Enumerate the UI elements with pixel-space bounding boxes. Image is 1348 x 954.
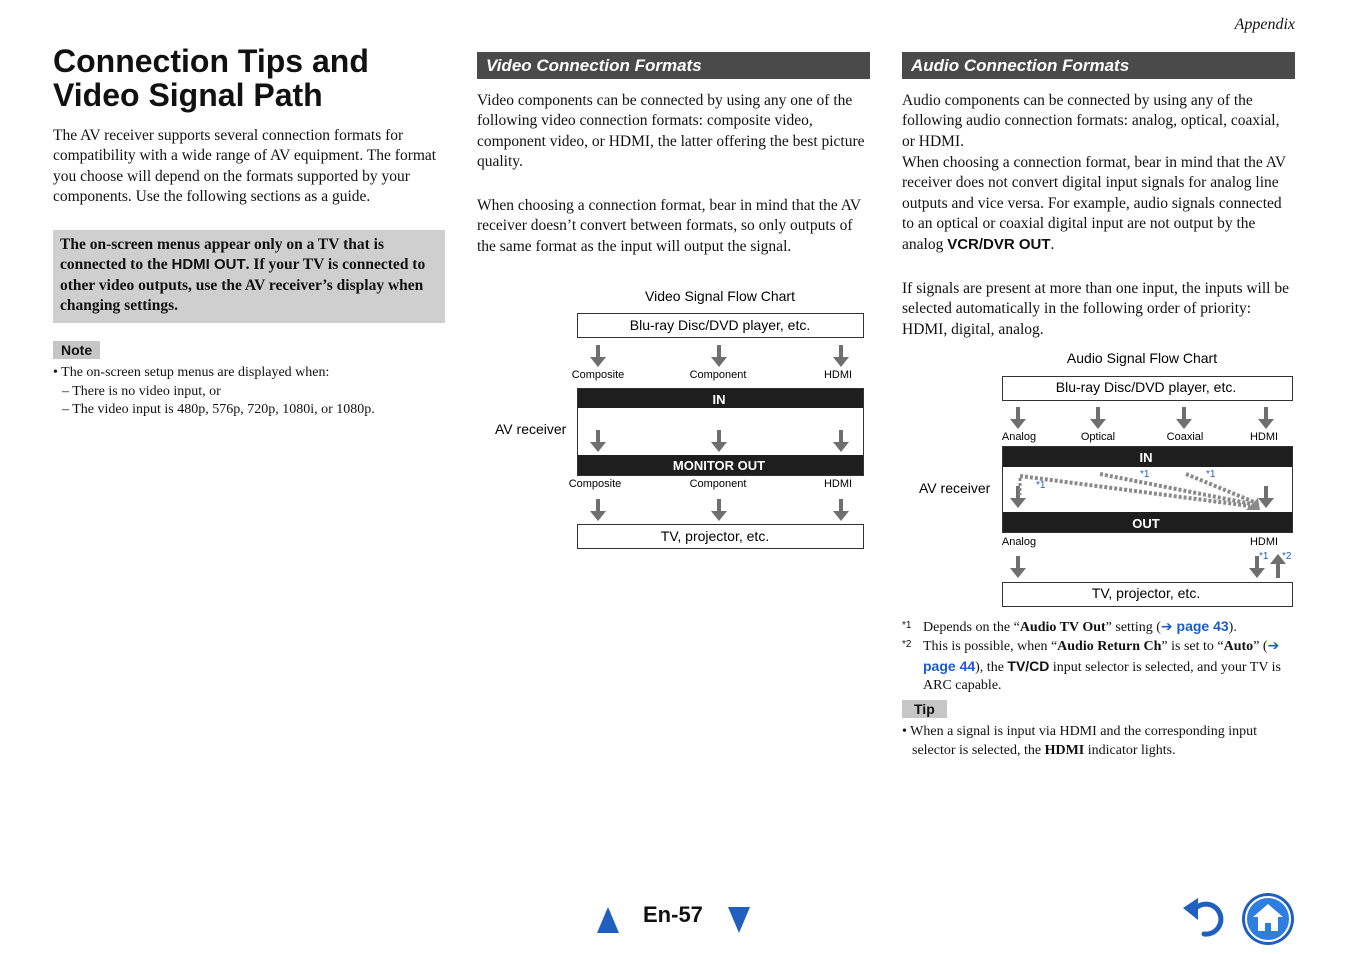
audio-paragraph-3: If signals are present at more than one input, the inputs will be selected automatically in the following order of priority: HDMI, digital, analog. [902,280,1289,338]
back-return-icon[interactable] [1180,896,1230,938]
audio-output-hdmi: HDMI [1249,536,1279,548]
audio-input-arrow-optical [1090,407,1106,429]
page-number: En-57 [643,902,703,927]
audio-out-label: OUT [1132,516,1160,531]
page-title [53,44,453,112]
video-output-component: Component [689,478,747,490]
footnote-2-mark: *2 [902,639,912,650]
tip-label: Tip [902,700,947,718]
note-item: • The on-screen setup menus are displayed when: [53,365,330,380]
video-input-arrow-composite [590,345,606,367]
video-input-hdmi: HDMI [823,369,853,381]
footnote-1 [902,617,1297,636]
page-title-line1: Connection Tips and [53,43,369,79]
video-flow-chart [477,280,877,560]
fn2-text-c: ” is set to “ [1161,639,1224,654]
fn2-text-a: This is possible, when “ [923,639,1058,654]
audio-input-arrow-analog [1010,407,1026,429]
fn2-setting: Audio Return Ch [1057,639,1162,654]
audio-output-arrow-analog [1010,556,1026,578]
video-output-composite: Composite [568,478,622,490]
footnote-1-mark: *1 [902,620,912,631]
audio-sink-label: TV, projector, etc. [1091,585,1201,601]
video-source-label: Blu-ray Disc/DVD player, etc. [629,317,811,333]
audio-paragraph-2-text: When choosing a connection format, bear in mind that the AV receiver does not convert digital input signals for analog line outputs and vice versa. For example, audio signals connected to an optical or coaxial digital input are not output by the analog [902,154,1286,253]
audio-in-label: IN [1139,450,1153,465]
note-label: Note [53,341,100,359]
video-output-arrow-composite [590,499,606,521]
tip-text-a: • When a signal is input via HDMI and the corresponding input selector is selected, the [902,724,1257,758]
video-input-composite: Composite [571,369,625,381]
fn1-setting: Audio TV Out [1019,620,1106,635]
note-subitem-2: – The video input is 480p, 576p, 720p, 1080i, or 1080p. [62,402,375,417]
audio-paragraph-2 [902,153,1295,255]
page-43-link[interactable]: ➔ page 43 [1160,618,1229,634]
audio-input-arrow-coaxial [1176,407,1192,429]
audio-mark-coaxial: *1 [1206,469,1216,480]
warning-keyword: HDMI OUT [171,256,246,274]
fn1-text-d: ). [1228,620,1237,635]
audio-mark-output-1: *1 [1259,551,1269,562]
intro-paragraph: The AV receiver supports several connection formats for compatibility with a wide range of AV equipment. The format you choose will depend on the formats supported by your components. Use the following sections as a guide. [53,127,437,206]
audio-section-heading: Audio Connection Formats [902,52,1295,79]
audio-input-optical: Optical [1080,431,1116,443]
video-output-arrow-component [711,499,727,521]
tip-text-c: indicator lights. [1084,742,1176,758]
note-subitem-1: – There is no video input, or [62,383,221,399]
audio-input-hdmi: HDMI [1249,431,1279,443]
tip-hdmi-keyword: HDMI [1044,742,1085,758]
video-paragraph-1: Video components can be connected by using any one of the following video connection formats: composite video, component video, or HDMI, the latter offering the best picture quality. [477,92,865,171]
video-input-component: Component [689,369,747,381]
section-label: Appendix [1234,16,1295,33]
audio-paragraph-2-end: . [1050,235,1055,253]
page-title-line2: Video Signal Path [53,77,323,113]
audio-paragraph-1: Audio components can be connected by using any of the following audio connection formats: analog, optical, coaxial, or HDMI. [902,92,1280,150]
audio-input-coaxial: Coaxial [1166,431,1204,443]
video-output-arrow-hdmi [833,499,849,521]
page-44-link[interactable]: ➔ page 44 [923,637,1280,674]
audio-input-analog: Analog [1001,431,1037,443]
video-sink-label: TV, projector, etc. [660,528,770,544]
video-input-arrow-hdmi [833,345,849,367]
fn2-text-e: ” ( [1253,639,1268,654]
audio-flow-chart [902,340,1302,615]
video-section-heading: Video Connection Formats [477,52,870,79]
video-out-label: MONITOR OUT [672,458,766,473]
video-receiver-label: AV receiver [495,421,567,437]
fn1-text-a: Depends on the “ [923,620,1020,635]
fn2-value: Auto [1223,639,1254,654]
video-input-arrow-component [711,345,727,367]
footnote-2 [902,636,1297,693]
warning-text-1: The on-screen menus appear only on a TV that is connected to the [60,236,384,274]
audio-chart-title: Audio Signal Flow Chart [1066,350,1218,366]
fn2-text-f: ), the [975,659,1008,675]
video-chart-title: Video Signal Flow Chart [645,288,795,304]
previous-page-arrow-icon[interactable] [596,906,620,934]
audio-source-label: Blu-ray Disc/DVD player, etc. [1055,379,1237,395]
audio-mark-output-2: *2 [1282,551,1292,562]
audio-output-analog: Analog [1001,536,1037,548]
tip-text [902,723,1297,760]
warning-text-2: . If your TV is connected to other video outputs, use the AV receiver’s display when changing settings. [60,256,426,315]
vcr-dvr-out-keyword: VCR/DVR OUT [947,235,1051,253]
next-page-arrow-icon[interactable] [727,906,751,934]
note-list [53,364,445,420]
fn1-text-c: ” setting ( [1105,620,1161,635]
fn2-selector: TV/CD [1007,657,1050,674]
audio-input-arrow-hdmi [1258,407,1274,429]
warning-box [53,230,445,323]
home-icon[interactable] [1241,892,1295,946]
video-paragraph-2: When choosing a connection format, bear in mind that the AV receiver doesn’t convert between formats, so only outputs of the same format as the input will output the signal. [477,197,861,255]
audio-receiver-label: AV receiver [919,480,991,496]
video-output-hdmi: HDMI [823,478,853,490]
audio-mark-optical: *1 [1140,469,1150,480]
fn2-text-g: input selector is selected, and your TV is ARC capable. [923,659,1282,693]
audio-mark-analog: *1 [1036,480,1046,491]
video-in-label: IN [712,392,726,407]
